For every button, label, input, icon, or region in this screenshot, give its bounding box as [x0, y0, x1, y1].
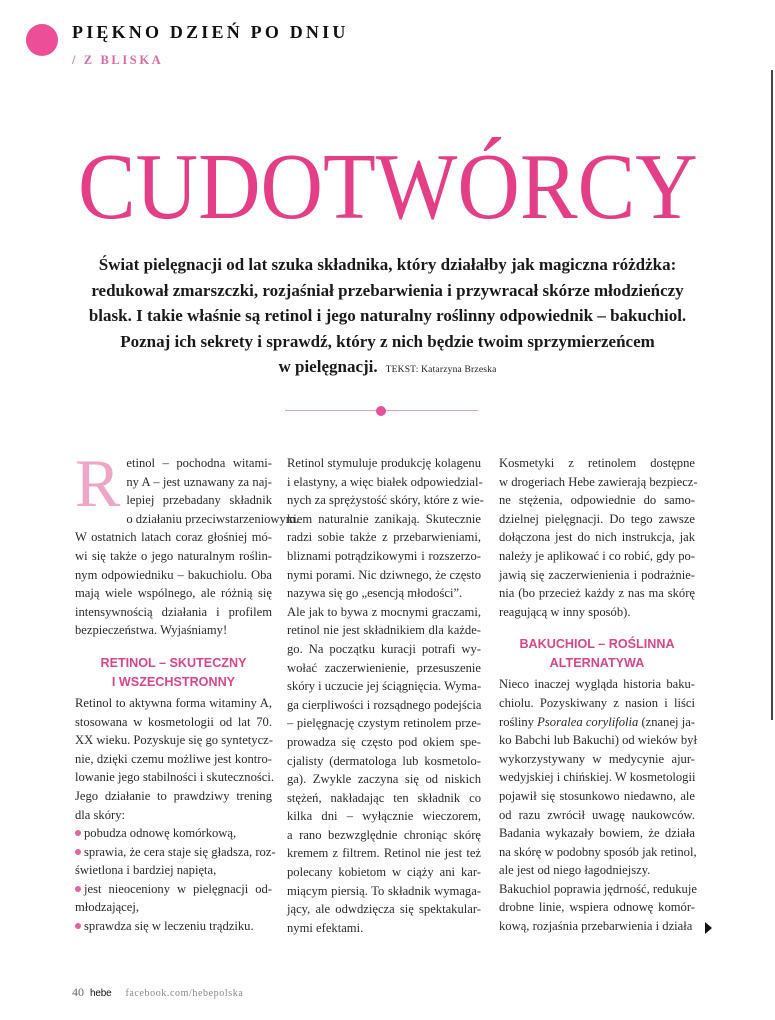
text-line: od razu zwrócił uwagę naukowców. — [499, 807, 695, 822]
text-line: XX wieku. Pozyskuje się go syntetycz- — [75, 733, 273, 748]
text-line: w drogeriach Hebe zawierają bezpiecz- — [499, 474, 698, 489]
text-line: stosowana w kosmetologii od lat 70. — [75, 714, 272, 729]
text-line: miącym piersią. To składnik wymaga- — [287, 883, 481, 898]
page-number: 40 — [72, 985, 84, 999]
text-line: Ale jak to bywa z mocnymi graczami, — [287, 604, 481, 619]
text-segment: (znanej ja- — [638, 714, 695, 729]
intro-line-last — [40, 354, 735, 384]
text-line: sprawia, że cera staje się gładsza, roz- — [75, 843, 272, 862]
article-column-1 — [75, 445, 299, 936]
text-line: nym odpowiedniku – bakuchiolu. Oba — [75, 567, 272, 582]
text-line: reagującą w inny sposób). — [499, 604, 631, 619]
paragraph — [287, 454, 484, 603]
section-heading — [499, 635, 695, 673]
text-line: kremem z filtrem. Retinol nie jest też — [287, 846, 481, 861]
text-line: nie, dzięki czemu możliwe jest kontro- — [75, 751, 272, 766]
paragraph — [499, 675, 695, 880]
text-line: nazywa się go „esencją młodości”. — [287, 586, 463, 601]
text-line: dołączona jest do nich instrukcja, jak — [499, 530, 695, 545]
text-line: o działaniu przeciwstarzeniowym. — [126, 511, 299, 526]
text-line: polecany kobietom w ciąży ani kar- — [287, 865, 481, 880]
text-line: Nieco inaczej wygląda historia baku- — [499, 677, 695, 692]
text-line: kiem naturalnie zanikają. Skutecznie — [287, 511, 481, 526]
text-line: i elastyny, a więc białek odpowiedzial- — [287, 474, 483, 489]
text-line: drobne linie, wspiera odnowę komór- — [499, 900, 695, 915]
page-footer — [72, 985, 243, 1000]
text-line: Bakuchiol poprawia jędrność, redukuje — [499, 881, 697, 896]
text-line: nia (bo przecież każdy z nas ma skórę — [499, 586, 695, 601]
text-line: nymi efektami. — [287, 920, 364, 935]
text-line: należy je aplikować i co robić, gdy po- — [499, 548, 695, 563]
text-line: bliznami potrądzikowymi i rozszerzo- — [287, 548, 481, 563]
text-line: dzielnej pielęgnacji. Do tego zawsze — [499, 511, 695, 526]
intro-line: Poznaj ich sekrety i sprawdź, który z nich będzie twoim sprzymierzeńcem — [120, 331, 655, 351]
paragraph — [499, 454, 698, 621]
paragraph — [75, 694, 275, 824]
text-line: prowadza się często pod okiem spe- — [287, 734, 481, 749]
text-line: mają wiele wspólnego, ale różnią się — [75, 586, 272, 601]
text-line: pobudza odnowę komórkową, — [75, 824, 272, 843]
heading-line: ALTERNATYWA — [549, 656, 645, 671]
subsection-title: / Z BLISKA — [72, 53, 164, 67]
text-line: nymi porami. Nic dziwnego, że często — [287, 567, 481, 582]
bullet-item — [75, 824, 272, 843]
text-line: jawią się zaczerwienienia i podrażnie- — [499, 567, 695, 582]
text-line: ny A – jest uznawany za naj- — [126, 474, 272, 489]
intro-line: redukował zmarszczki, rozjaśniał przebarwienia i przywracał skórze młodzieńczy — [91, 280, 684, 300]
heading-line: RETINOL – SKUTECZNY — [100, 655, 247, 670]
italic-text: Psoralea corylifolia — [537, 714, 639, 729]
text-segment: rośliny — [499, 714, 538, 729]
text-line: radzi sobie także z przebarwieniami, — [287, 530, 481, 545]
text-line: skóry i uczucie jej ściągnięcia. Wyma- — [287, 679, 482, 694]
text-line: nych za sprężystość skóry, które z wie- — [287, 493, 484, 508]
text-line: na skórę w podobny sposób jak retinol, — [499, 844, 697, 859]
text-line: chiolu. Pozyskiwany z nasion i liści — [499, 695, 695, 710]
text-line: stężeń, nakładając ten składnik co — [287, 790, 481, 805]
text-line: wołać zaczerwienienie, przesuszenie — [287, 660, 481, 675]
play-arrow-icon — [705, 922, 712, 934]
drop-cap: R — [75, 445, 121, 521]
intro-line: w pielęgnacji. — [278, 357, 378, 376]
text-line: ko Babchi lub Bakuchi) od wieków był — [499, 733, 697, 748]
bullet-icon — [75, 923, 81, 929]
text-line: retinol nie jest składnikiem dla każde- — [287, 623, 481, 638]
text-line: dla skóry: — [75, 807, 126, 822]
author-credit: TEKST: Katarzyna Brzeska — [385, 365, 497, 375]
article-column-3 — [499, 454, 698, 936]
text-line — [499, 713, 695, 732]
section-dot — [26, 24, 58, 56]
text-line: Badania wykazały bowiem, że działa — [499, 826, 695, 841]
text-line: ga cierpliwości i rozsądnego podejścia — [287, 697, 482, 712]
article-intro — [40, 252, 735, 384]
text-line: lowanie jego stabilności i skuteczności. — [75, 770, 275, 785]
text-line: Retinol to aktywna forma witaminy A, — [75, 695, 272, 710]
text-line: jący, ale odwdzięcza się spektakular- — [287, 902, 481, 917]
paragraph — [75, 445, 299, 640]
paragraph — [287, 603, 481, 938]
bullet-icon — [75, 849, 81, 855]
text-line: ne stężenia, odpowiednie do samo- — [499, 493, 695, 508]
text-line: ale jest od niego łagodniejszy. — [499, 863, 651, 878]
text-line: wedyjskiej i chińskiej. W kosmetologii — [499, 770, 696, 785]
text-line: kilka dni – wyłącznie wieczorem, — [287, 809, 481, 824]
page-edge-line — [771, 70, 773, 720]
section-title: PIĘKNO DZIEŃ PO DNIU — [72, 22, 349, 42]
intro-line: blask. I takie właśnie są retinol i jego naturalny roślinny odpowiednik – bakuchiol. — [88, 306, 687, 325]
article-column-2 — [287, 454, 484, 937]
text-line: lepiej przebadany składnik — [126, 493, 272, 508]
section-heading — [75, 654, 272, 692]
paragraph — [499, 880, 695, 936]
divider-dot — [376, 406, 386, 416]
text-line: pojawił się stosunkowo niedawno, ale — [499, 788, 695, 803]
text-line: kową, rozjaśnia przebarwienia i działa — [499, 919, 693, 934]
text-line: bezpieczeństwa. Wyjaśniamy! — [75, 623, 228, 638]
text-line: cjalisty (dermatologa lub kosmetolo- — [287, 753, 481, 768]
heading-line: BAKUCHIOL – ROŚLINNA — [519, 637, 675, 652]
text-line: etinol – pochodna witami- — [126, 456, 272, 470]
text-line: Jego działanie to prawdziwy trening — [75, 788, 272, 803]
bullet-icon — [75, 830, 81, 836]
bullet-icon — [75, 886, 81, 892]
social-link[interactable]: facebook.com/hebepolska — [125, 988, 244, 999]
text-line: a rano bezwzględnie chroniąc skórę — [287, 827, 481, 842]
article-title — [0, 137, 775, 237]
bullet-item — [75, 843, 276, 880]
bullet-item — [75, 917, 272, 936]
heading-line: I WSZECHSTRONNY — [111, 674, 236, 689]
text-line: – pielęgnację czystym retinolem prze- — [287, 716, 481, 731]
text-line: wi się także o jego naturalnym roślin- — [75, 548, 272, 563]
text-line: młodzającej, — [75, 900, 139, 915]
article-title-text: CUDOTWÓRCY — [77, 135, 698, 239]
text-line: wykorzystywany w medycynie ajur- — [499, 751, 695, 766]
text-line: Kosmetyki z retinolem dostępne — [499, 456, 695, 470]
text-line: W ostatnich latach coraz głośniej mó- — [75, 530, 272, 545]
brand-logo: hebe — [90, 988, 112, 999]
text-line: jest nieoceniony w pielęgnacji od- — [75, 880, 272, 899]
text-line: ga). Zwykle zaczyna się od niskich — [287, 772, 481, 787]
bullet-item — [75, 880, 272, 917]
text-line: intensywnością działania i profilem — [75, 604, 272, 619]
text-line: sprawdza się w leczeniu trądziku. — [75, 917, 272, 936]
text-line: świetlona i bardziej napięta, — [75, 863, 217, 878]
intro-line: Świat pielęgnacji od lat szuka składnika, który działałby jak magiczna różdżka: — [98, 255, 677, 274]
text-line: Retinol stymuluje produkcję kolagenu — [287, 456, 481, 470]
text-line: go. Na początku kuracji potrafi wy- — [287, 641, 481, 656]
